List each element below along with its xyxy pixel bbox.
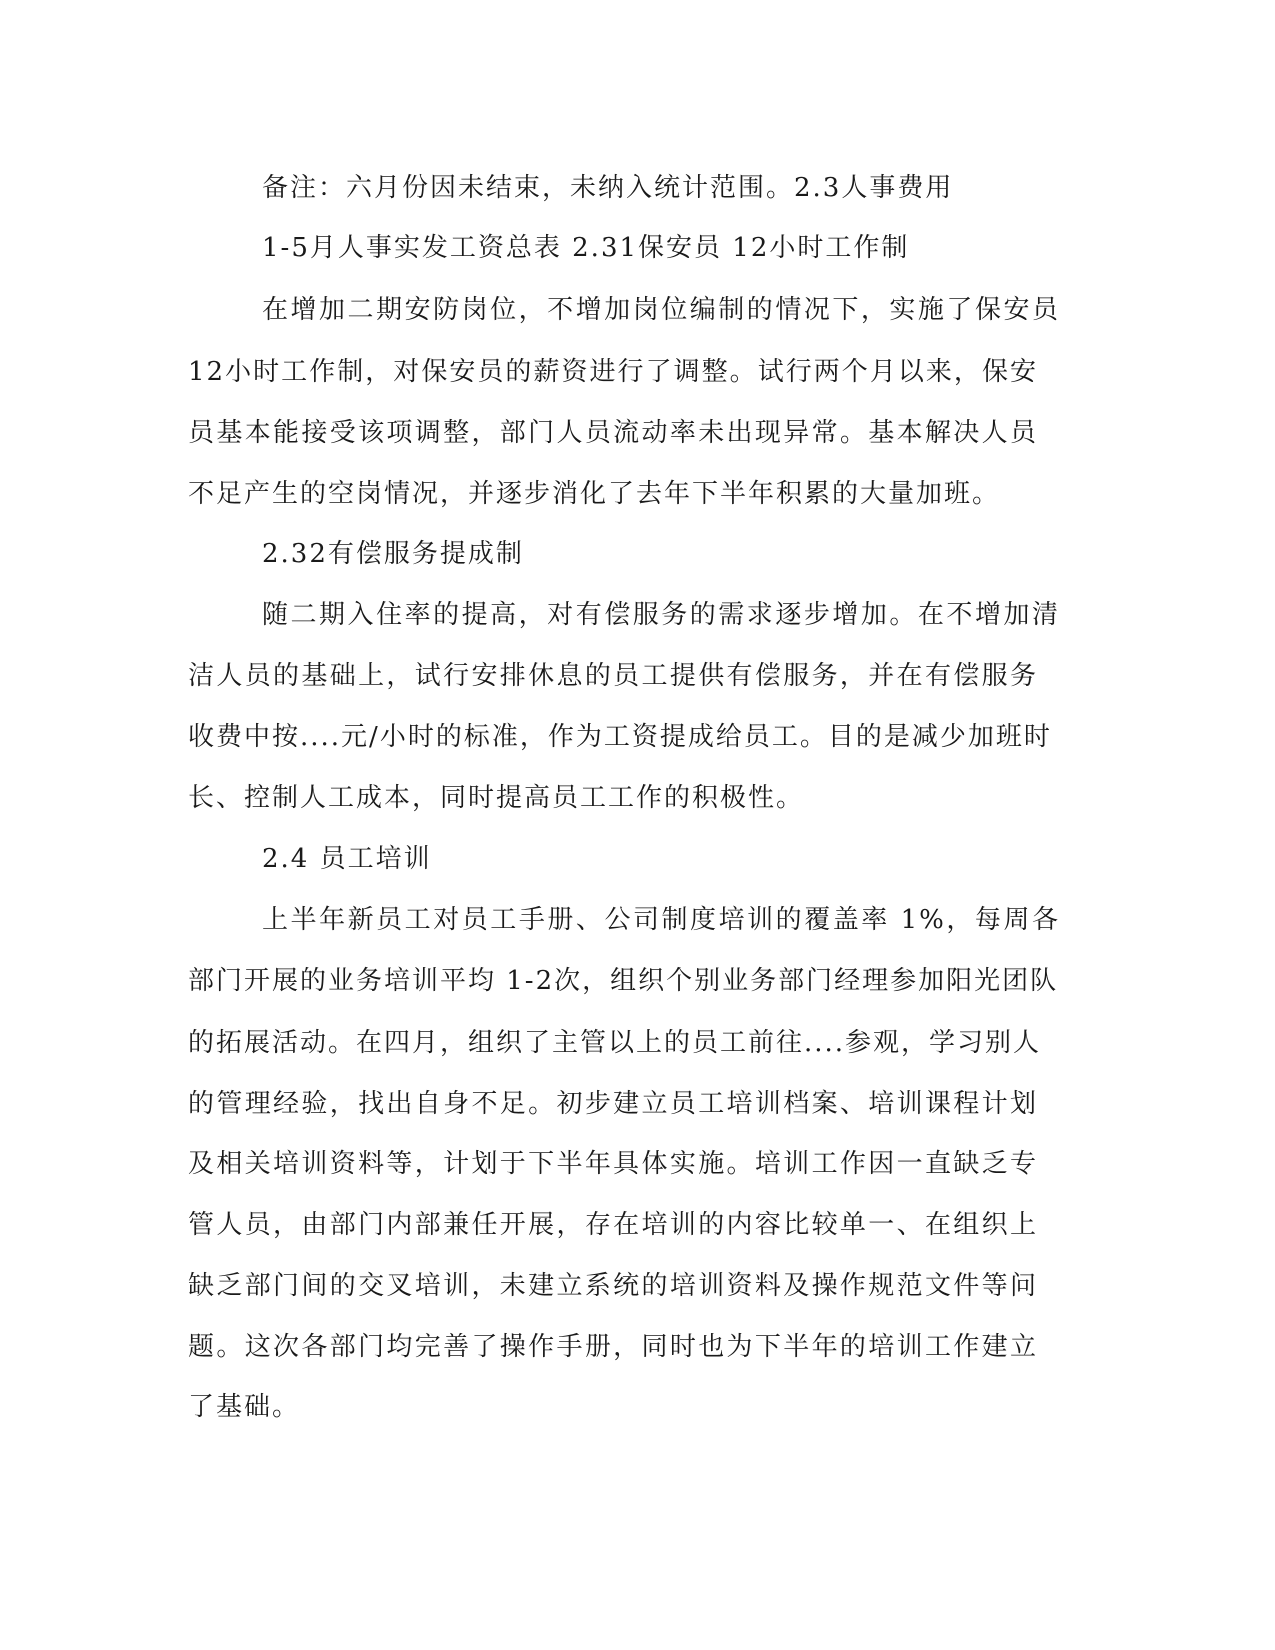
paragraph-line [0,1327,1275,1367]
paragraph-text: 上半年新员工对员工手册、公司制度培训的覆盖率 1%，每周各 [262,905,1060,935]
paragraph-text: 1-5月人事实发工资总表 2.31保安员 12小时工作制 [262,233,910,263]
paragraph-line [0,1266,1275,1306]
paragraph-line [0,1023,1275,1063]
paragraph-text: 的管理经验，找出自身不足。初步建立员工培训档案、培训课程计划 [188,1089,1038,1119]
paragraph-text: 的拓展活动。在四月，组织了主管以上的员工前往....参观，学习别人 [188,1028,1042,1058]
section-heading [0,534,1275,574]
paragraph-line [0,656,1275,696]
paragraph-text: 及相关培训资料等，计划于下半年具体实施。培训工作因一直缺乏专 [188,1149,1038,1179]
paragraph-text: 部门开展的业务培训平均 1-2次，组织个别业务部门经理参加阳光团队 [188,966,1059,996]
paragraph-line [0,961,1275,1001]
paragraph-text: 随二期入住率的提高，对有偿服务的需求逐步增加。在不增加清 [262,600,1060,630]
paragraph-line [0,1387,1275,1427]
paragraph-text: 员基本能接受该项调整，部门人员流动率未出现异常。基本解决人员 [188,418,1038,448]
paragraph-text: 12小时工作制，对保安员的薪资进行了调整。试行两个月以来，保安 [188,357,1038,387]
paragraph-text: 了基础。 [188,1392,301,1422]
paragraph-line [0,290,1275,330]
section-heading [0,839,1275,879]
paragraph-text: 洁人员的基础上，试行安排休息的员工提供有偿服务，并在有偿服务 [188,661,1038,691]
paragraph-text: 长、控制人工成本，同时提高员工工作的积极性。 [188,783,805,813]
paragraph-text: 管人员，由部门内部兼任开展，存在培训的内容比较单一、在组织上 [188,1210,1038,1240]
paragraph-line [0,900,1275,940]
paragraph-line [0,1144,1275,1184]
paragraph-line [0,1205,1275,1245]
paragraph-line [0,595,1275,635]
paragraph-text: 备注：六月份因未结束，未纳入统计范围。2.3人事费用 [262,173,954,203]
paragraph-text: 在增加二期安防岗位，不增加岗位编制的情况下，实施了保安员 [262,295,1060,325]
paragraph-text: 缺乏部门间的交叉培训，未建立系统的培训资料及操作规范文件等问 [188,1271,1038,1301]
paragraph-line [0,778,1275,818]
paragraph-line [0,413,1275,453]
paragraph-line [0,1084,1275,1124]
paragraph-text: 收费中按....元/小时的标准，作为工资提成给员工。目的是减少加班时 [188,722,1052,752]
paragraph-text: 不足产生的空岗情况，并逐步消化了去年下半年积累的大量加班。 [188,479,1001,509]
paragraph-line [0,474,1275,514]
note-line [0,168,1275,208]
section-heading-text: 2.4 员工培训 [262,844,432,874]
salary-table-line [0,228,1275,268]
section-heading-text: 2.32有偿服务提成制 [262,539,524,569]
paragraph-line [0,717,1275,757]
paragraph-line [0,352,1275,392]
paragraph-text: 题。这次各部门均完善了操作手册，同时也为下半年的培训工作建立 [188,1332,1038,1362]
